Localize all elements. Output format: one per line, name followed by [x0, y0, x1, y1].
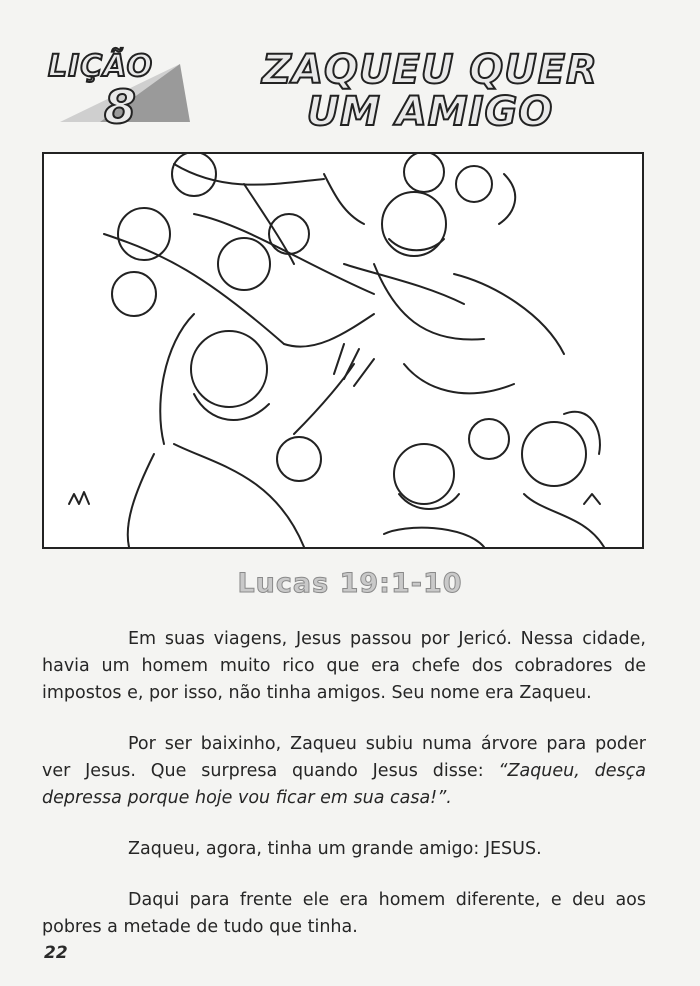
- title-line-2: UM AMIGO: [306, 89, 554, 135]
- lesson-badge: [40, 44, 200, 144]
- story-paragraph-2-quote: “Zaqueu, desça depressa porque hoje vou ficar em sua casa!”.: [42, 761, 646, 808]
- scripture-reference: Lucas 19:1-10: [237, 568, 463, 599]
- story-paragraph-2: [42, 731, 646, 812]
- page-number: 22: [44, 943, 68, 963]
- zacchaeus-tree-scene-icon: [44, 154, 642, 547]
- story-paragraph-1: Em suas viagens, Jesus passou por Jericó. Nessa cidade, havia um homem muito rico que era chefe dos cobradores de impostos e, por isso, não tinha amigos. Seu nome era Zaqueu.: [42, 629, 646, 703]
- title-line-1: ZAQUEU QUER: [262, 47, 598, 93]
- page-title: [250, 47, 610, 135]
- lesson-label: LIÇÃO: [48, 49, 154, 84]
- coloring-illustration: [42, 152, 644, 549]
- story-paragraph-4: Daqui para frente ele era homem diferente, e deu aos pobres a metade de tudo que tinha.: [42, 890, 646, 937]
- lesson-number: 8: [104, 80, 138, 134]
- story-paragraph-2-text: Por ser baixinho, Zaqueu subiu numa árvore para poder ver Jesus. Que surpresa quando Jesus disse:: [42, 734, 646, 781]
- story-paragraph-3: Zaqueu, agora, tinha um grande amigo: JESUS.: [128, 839, 542, 859]
- story-text: [42, 626, 646, 965]
